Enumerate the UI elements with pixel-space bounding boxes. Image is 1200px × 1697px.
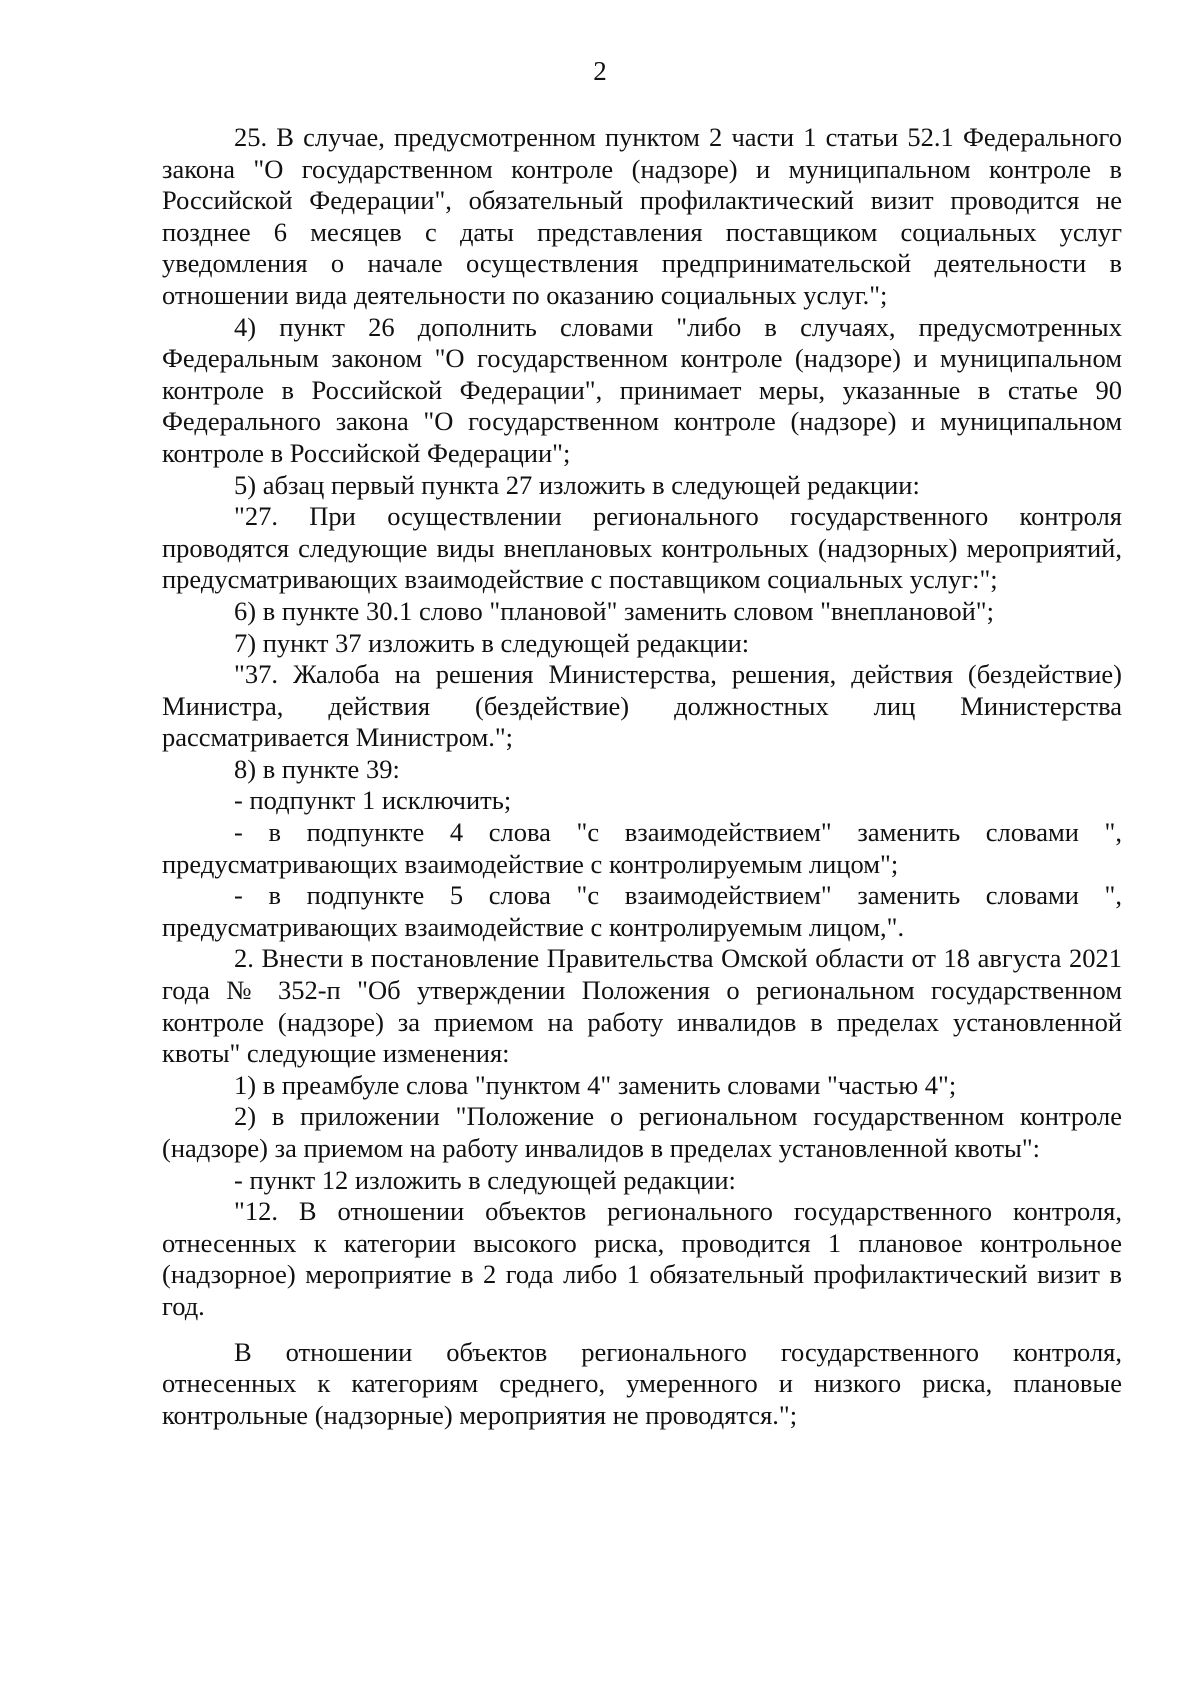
paragraph-25: 25. В случае, предусмотренном пунктом 2 части 1 статьи 52.1 Федерального закона "О государственном контроле (надзоре) и муниципальном контроле в Российской Федерации", обязательный профилактический визит проводится не позднее 6 месяцев с даты представления поставщиком социальных услуг уведомления о начале осуществления предпринимательской деятельности в отношении вида деятельности по оказанию социальных услуг."; <box>162 122 1122 310</box>
paragraph-27-text: "27. При осуществлении регионального государственного контроля проводятся следующие виды внеплановых контрольных (надзорных) мероприятий, предусматривающих взаимодействие с поставщиком социальных услуг:"; <box>162 501 1122 595</box>
paragraph-37-text: "37. Жалоба на решения Министерства, решения, действия (бездействие) Министра, действия (бездействие) должностных лиц Министерства рассматривается Министром."; <box>162 659 1122 753</box>
paragraph-section-2: 2. Внести в постановление Правительства Омской области от 18 августа 2021 года № 352-п "Об утверждении Положения о региональном государственном контроле (надзоре) за приемом на работу инвалидов в пределах установленной квоты" следующие изменения: <box>162 943 1122 1069</box>
paragraph-12-text-continued: В отношении объектов регионального государственного контроля, отнесенных к категориям среднего, умеренного и низкого риска, плановые контрольные (надзорные) мероприятия не проводятся."; <box>162 1336 1122 1430</box>
paragraph-item-4: 4) пункт 26 дополнить словами "либо в случаях, предусмотренных Федеральным законом "О государственном контроле (надзоре) и муниципальном контроле в Российской Федерации", принимает меры, указанные в статье 90 Федерального закона "О государственном контроле (надзоре) и муниципальном контроле в Российской Федерации"; <box>162 311 1122 468</box>
paragraph-item-5: 5) абзац первый пункта 27 изложить в следующей редакции: <box>234 469 920 500</box>
page-number: 2 <box>593 56 607 86</box>
paragraph-item-8: 8) в пункте 39: <box>234 753 400 784</box>
paragraph-item-6: 6) в пункте 30.1 слово "плановой" заменить словом "внеплановой"; <box>234 595 994 626</box>
paragraph-item-12: - пункт 12 изложить в следующей редакции: <box>234 1164 736 1195</box>
subitem-1: - подпункт 1 исключить; <box>234 785 512 816</box>
document-body <box>162 122 1122 1431</box>
paragraph-preamble: 1) в преамбуле слова "пунктом 4" заменить словами "частью 4"; <box>234 1069 957 1100</box>
paragraph-item-7: 7) пункт 37 изложить в следующей редакции: <box>234 627 750 658</box>
paragraph-12-text: "12. В отношении объектов регионального государственного контроля, отнесенных к категории высокого риска, проводится 1 плановое контрольное (надзорное) мероприятие в 2 года либо 1 обязательный профилактический визит в год. <box>162 1196 1122 1321</box>
subitem-5: - в подпункте 5 слова "с взаимодействием" заменить словами ", предусматривающих взаимодействие с контролируемым лицом,". <box>162 880 1122 942</box>
subitem-4: - в подпункте 4 слова "с взаимодействием" заменить словами ", предусматривающих взаимодействие с контролируемым лицом"; <box>162 817 1122 879</box>
paragraph-appendix: 2) в приложении "Положение о региональном государственном контроле (надзоре) за приемом на работу инвалидов в пределах установленной квоты": <box>162 1101 1122 1163</box>
